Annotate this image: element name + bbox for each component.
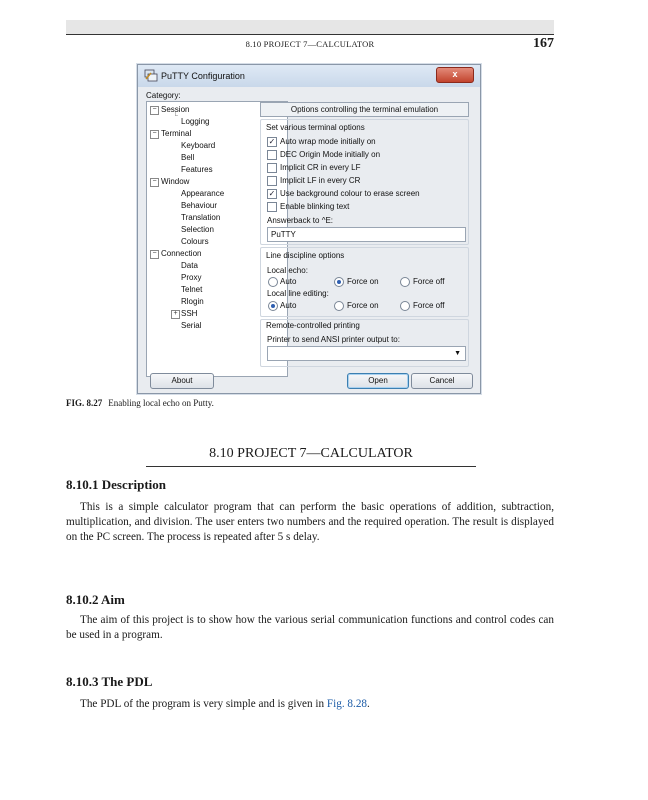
- line-editing-force-on-radio[interactable]: [334, 301, 344, 311]
- local-echo-label: Local echo:: [267, 266, 308, 275]
- about-button[interactable]: About: [150, 373, 214, 389]
- figure-caption-text: Enabling local echo on Putty.: [108, 398, 214, 408]
- auto-wrap-checkbox[interactable]: ✓: [268, 137, 276, 146]
- line-editing-force-off-label: Force off: [413, 301, 445, 310]
- cancel-button[interactable]: Cancel: [411, 373, 473, 389]
- local-echo-force-on-label: Force on: [347, 277, 379, 286]
- description-paragraph: [66, 500, 554, 545]
- line-editing-auto-label: Auto: [280, 301, 297, 310]
- section-title: 8.10 PROJECT 7—CALCULATOR: [209, 446, 413, 461]
- subsection-heading-aim: 8.10.2 Aim: [66, 592, 125, 607]
- tree-item-behaviour[interactable]: Behaviour: [181, 201, 218, 210]
- tree-item-translation[interactable]: Translation: [181, 213, 221, 222]
- tree-item-keyboard[interactable]: Keyboard: [181, 141, 216, 150]
- tree-item-telnet[interactable]: Telnet: [181, 285, 203, 294]
- collapse-icon[interactable]: −: [150, 178, 159, 187]
- dec-origin-label: DEC Origin Mode initially on: [280, 150, 381, 159]
- dropdown-arrow-icon[interactable]: ▼: [454, 350, 461, 357]
- local-echo-auto-radio[interactable]: [268, 277, 278, 287]
- printer-label: Printer to send ANSI printer output to:: [267, 335, 400, 344]
- implicit-lf-checkbox[interactable]: [267, 176, 277, 186]
- aim-paragraph: [66, 613, 554, 643]
- running-title: 8.10 PROJECT 7—CALCULATOR: [245, 39, 375, 49]
- tree-item-window[interactable]: Window: [161, 177, 190, 186]
- tree-item-connection[interactable]: Connection: [161, 249, 202, 258]
- pdl-paragraph: [66, 697, 554, 712]
- window-titlebar: [138, 65, 480, 87]
- tree-item-logging[interactable]: Logging: [181, 117, 210, 126]
- tree-item-terminal[interactable]: Terminal: [161, 129, 192, 138]
- collapse-icon[interactable]: −: [150, 250, 159, 259]
- local-echo-auto-label: Auto: [280, 277, 297, 286]
- auto-wrap-label: Auto wrap mode initially on: [280, 137, 376, 146]
- tree-item-features[interactable]: Features: [181, 165, 213, 174]
- set-options-label: Set various terminal options: [266, 123, 365, 132]
- implicit-cr-label: Implicit CR in every LF: [280, 163, 361, 172]
- blinking-label: Enable blinking text: [280, 202, 350, 211]
- implicit-lf-label: Implicit LF in every CR: [280, 176, 361, 185]
- tree-item-ssh[interactable]: SSH: [181, 309, 198, 318]
- close-button[interactable]: x: [436, 67, 474, 83]
- header-rule: [66, 34, 554, 35]
- remote-printing-label: Remote-controlled printing: [266, 321, 360, 330]
- local-echo-force-on-radio[interactable]: [334, 277, 344, 287]
- figure-link[interactable]: Fig. 8.28: [326, 698, 368, 710]
- tree-item-data[interactable]: Data: [181, 261, 198, 270]
- subsection-heading-pdl: 8.10.3 The PDL: [66, 674, 153, 689]
- panel-header: Options controlling the terminal emulation: [260, 102, 469, 117]
- expand-icon[interactable]: +: [171, 310, 180, 319]
- page-number: 167: [533, 36, 554, 51]
- implicit-cr-checkbox[interactable]: [267, 163, 277, 173]
- category-label: Category:: [146, 91, 181, 100]
- aim-text: The aim of this project is to show how the various serial communication functions and control codes can be used in a program.: [66, 614, 554, 641]
- section-title-rule: [146, 466, 476, 467]
- tree-item-session[interactable]: Session: [161, 105, 190, 114]
- pdl-text-end: .: [367, 698, 370, 710]
- collapse-icon[interactable]: −: [150, 106, 159, 115]
- figure-label: FIG. 8.27: [66, 398, 103, 408]
- tree-item-colours[interactable]: Colours: [181, 237, 209, 246]
- local-line-editing-label: Local line editing:: [267, 289, 329, 298]
- description-text: This is a simple calculator program that can perform the basic operations of addition, subtraction, multiplication, and division. The user enters two numbers and the required operation. The result is displayed on the PC screen. The process is repeated after 5 s delay.: [66, 501, 554, 543]
- tree-item-bell[interactable]: Bell: [181, 153, 195, 162]
- answerback-input[interactable]: PuTTY: [267, 227, 466, 242]
- printer-select[interactable]: [267, 346, 466, 361]
- tree-branch-icon: └: [173, 113, 178, 120]
- top-scan-bar: [66, 20, 554, 34]
- answerback-label: Answerback to ^E:: [267, 216, 334, 225]
- bg-colour-label: Use background colour to erase screen: [280, 189, 420, 198]
- figure-caption: [66, 398, 214, 408]
- line-editing-auto-radio[interactable]: [268, 301, 278, 311]
- bg-colour-checkbox[interactable]: ✓: [268, 189, 276, 198]
- line-editing-force-off-radio[interactable]: [400, 301, 410, 311]
- line-editing-force-on-label: Force on: [347, 301, 379, 310]
- tree-item-appearance[interactable]: Appearance: [181, 189, 225, 198]
- tree-item-selection[interactable]: Selection: [181, 225, 214, 234]
- putty-configuration-window: [137, 64, 481, 394]
- tree-item-rlogin[interactable]: Rlogin: [181, 297, 204, 306]
- running-header: [66, 36, 554, 54]
- tree-item-proxy[interactable]: Proxy: [181, 273, 202, 282]
- blinking-checkbox[interactable]: [267, 202, 277, 212]
- window-title: PuTTY Configuration: [161, 71, 245, 81]
- line-discipline-label: Line discipline options: [266, 251, 345, 260]
- collapse-icon[interactable]: −: [150, 130, 159, 139]
- putty-logo-icon: [144, 69, 158, 82]
- subsection-heading-description: 8.10.1 Description: [66, 477, 167, 492]
- tree-item-serial[interactable]: Serial: [181, 321, 202, 330]
- open-button[interactable]: Open: [347, 373, 409, 389]
- dec-origin-checkbox[interactable]: [267, 150, 277, 160]
- local-echo-force-off-label: Force off: [413, 277, 445, 286]
- pdl-text: The PDL of the program is very simple and is given in: [80, 698, 325, 710]
- local-echo-force-off-radio[interactable]: [400, 277, 410, 287]
